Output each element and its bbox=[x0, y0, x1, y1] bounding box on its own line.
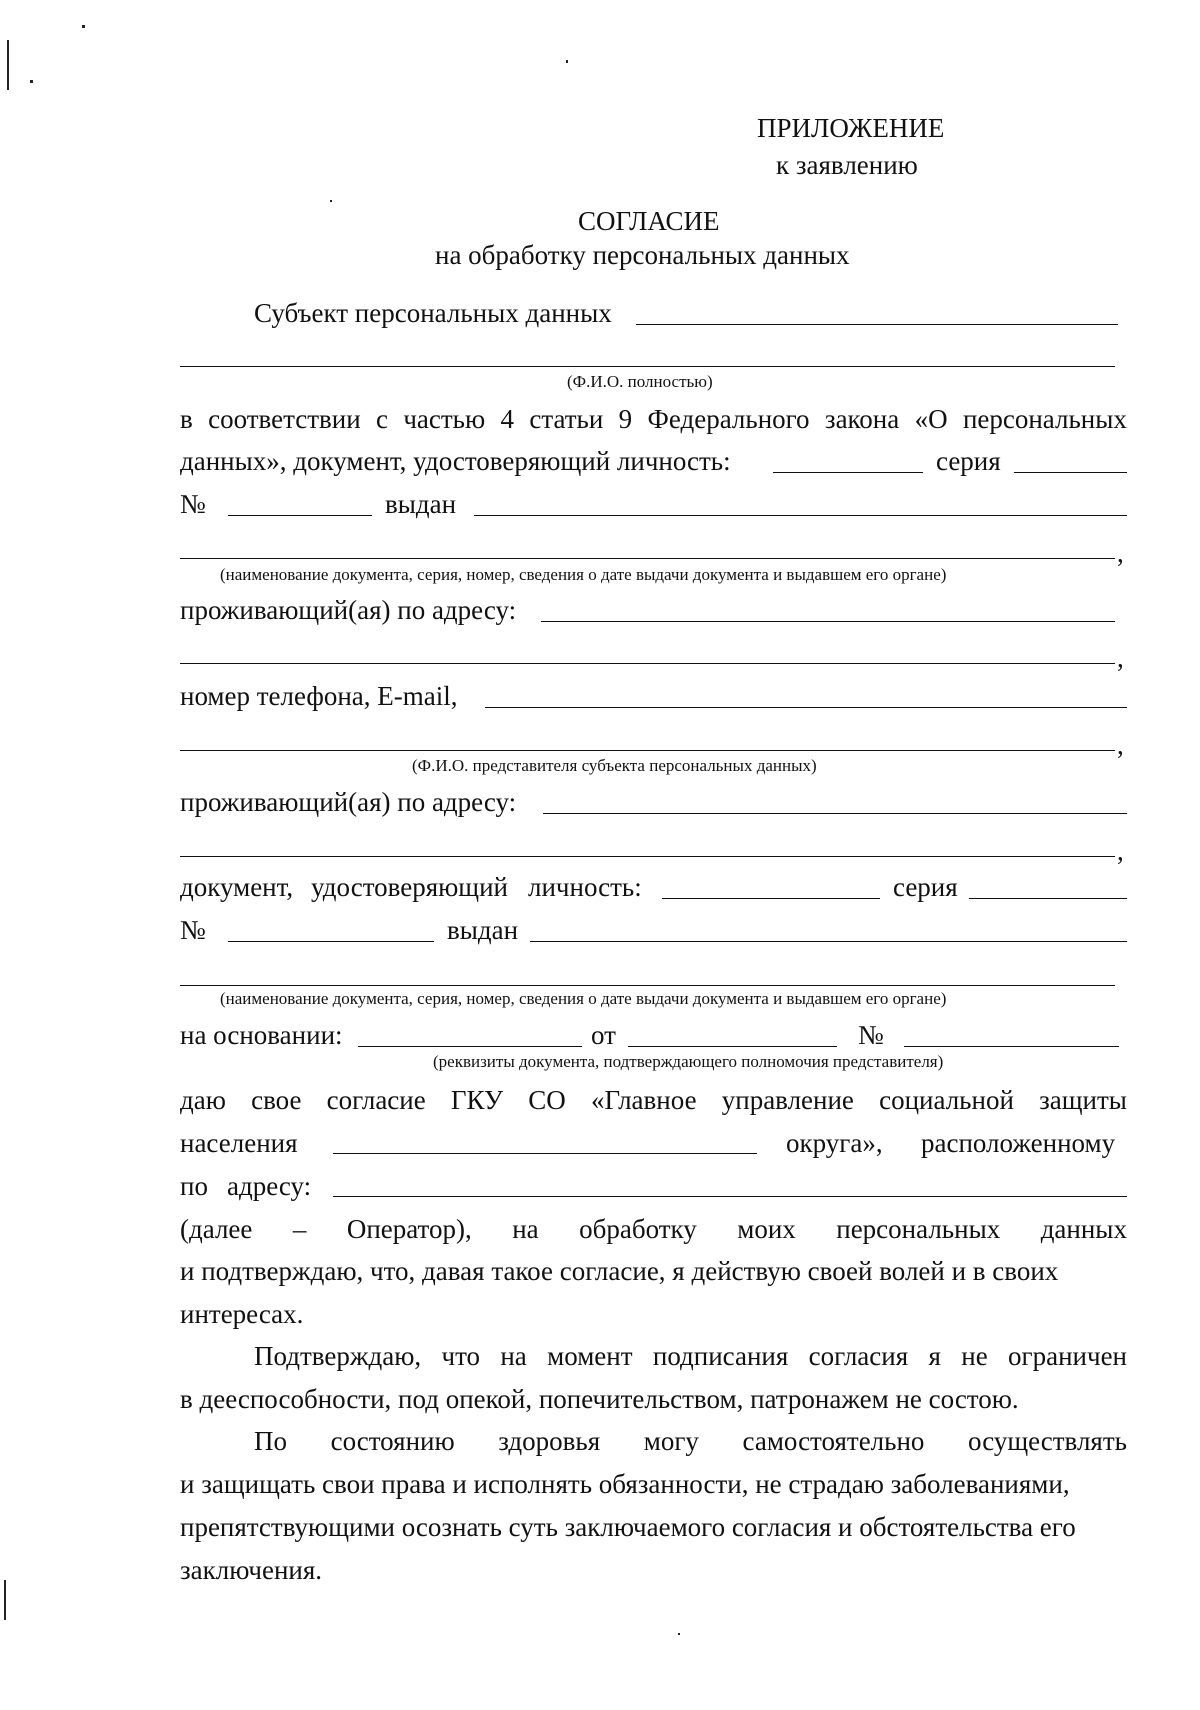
basis-caption: (реквизиты документа, подтверждающего полномочия представителя) bbox=[433, 1052, 944, 1071]
health-line-word: осуществлять bbox=[968, 1426, 1127, 1456]
rep-number-field[interactable] bbox=[228, 941, 434, 942]
operator-line-word: – bbox=[292, 1214, 307, 1244]
address-field[interactable] bbox=[541, 621, 1115, 622]
rep-number-label: № bbox=[180, 915, 206, 945]
operator-line-word: моих bbox=[737, 1214, 796, 1244]
series-label: серия bbox=[936, 446, 1001, 476]
scan-mark bbox=[7, 40, 9, 90]
issued-label: выдан bbox=[385, 489, 457, 519]
consent-line-word: СО bbox=[528, 1085, 566, 1115]
rep-address-field[interactable] bbox=[543, 813, 1127, 814]
scan-mark bbox=[4, 1580, 6, 1620]
law-line-word: с bbox=[376, 404, 388, 434]
operator-line-word: Оператор), bbox=[346, 1214, 472, 1244]
address-label: проживающий(ая) по адресу: bbox=[180, 595, 517, 625]
capacity-line-word: подписания bbox=[652, 1341, 789, 1371]
consent-line-word: «Главное bbox=[591, 1085, 697, 1115]
health-line-word: могу bbox=[643, 1426, 699, 1456]
from-label: от bbox=[591, 1020, 616, 1050]
scan-mark bbox=[30, 80, 33, 83]
representative-caption: (Ф.И.О. представителя субъекта персональных данных) bbox=[412, 756, 817, 775]
law-line-word: 9 bbox=[618, 404, 633, 434]
rep-address-label: проживающий(ая) по адресу: bbox=[180, 787, 517, 817]
number-label: № bbox=[180, 489, 206, 519]
to-application-heading: к заявлению bbox=[776, 150, 918, 180]
capacity-line-word: ограничен bbox=[1008, 1341, 1127, 1371]
basis-number-field[interactable] bbox=[904, 1046, 1119, 1047]
consent-line-word: ГКУ bbox=[450, 1085, 504, 1115]
capacity-line-word: что bbox=[441, 1341, 481, 1371]
capacity-line-word: согласия bbox=[808, 1341, 909, 1371]
law-line-word: статьи bbox=[529, 404, 604, 434]
rep-doc-caption: (наименование документа, серия, номер, сведения о дате выдачи документа и выдавшем его органе) bbox=[220, 989, 947, 1008]
health-line-4: заключения. bbox=[180, 1555, 323, 1585]
doc-line-prefix: данных», документ, удостоверяющий личность: bbox=[180, 446, 731, 476]
health-line-word: самостоятельно bbox=[742, 1426, 925, 1456]
consent-line-word: социальной bbox=[879, 1085, 1014, 1115]
consent-title: СОГЛАСИЕ bbox=[578, 206, 720, 236]
district-field[interactable] bbox=[333, 1153, 757, 1154]
operator-address-field[interactable] bbox=[333, 1196, 1127, 1197]
operator-line-word: (далее bbox=[180, 1214, 253, 1244]
health-line-word: здоровья bbox=[498, 1426, 601, 1456]
rep-series-label: серия bbox=[893, 872, 958, 902]
consent-line-1 bbox=[180, 1087, 1127, 1114]
district-word-2: расположенному bbox=[921, 1128, 1116, 1158]
basis-doc-field[interactable] bbox=[358, 1046, 582, 1047]
issued-field[interactable] bbox=[474, 515, 1127, 516]
law-line-word: персональных bbox=[962, 404, 1127, 434]
capacity-line-word: Подтверждаю, bbox=[254, 1341, 422, 1371]
doc-details-field[interactable] bbox=[180, 558, 1115, 559]
consent-line-word: свое bbox=[251, 1085, 302, 1115]
scan-mark bbox=[678, 1633, 680, 1635]
basis-label: на основании: bbox=[180, 1020, 343, 1050]
law-line-word: закона bbox=[824, 404, 900, 434]
consent-line-word: управление bbox=[721, 1085, 854, 1115]
series-field[interactable] bbox=[1014, 472, 1127, 473]
operator-address-word-2: адресу: bbox=[227, 1171, 312, 1201]
law-line-word: 4 bbox=[500, 404, 515, 434]
scan-mark bbox=[330, 200, 332, 202]
capacity-line-word: не bbox=[961, 1341, 988, 1371]
health-line-3: препятствующими осознать суть заключаемого согласия и обстоятельства его bbox=[180, 1512, 1076, 1542]
confirm-line: и подтверждаю, что, давая такое согласие, я действую своей волей и в своих bbox=[180, 1256, 1059, 1286]
number-field[interactable] bbox=[228, 515, 372, 516]
rep-doc-details-field[interactable] bbox=[180, 985, 1115, 986]
doc-type-field[interactable] bbox=[773, 472, 923, 473]
capacity-line-word: на bbox=[500, 1341, 527, 1371]
operator-address-word-1: по bbox=[180, 1171, 208, 1201]
operator-line bbox=[180, 1216, 1127, 1243]
doc-caption: (наименование документа, серия, номер, сведения о дате выдачи документа и выдавшем его органе) bbox=[220, 565, 947, 584]
comma-mark: , bbox=[1117, 836, 1124, 866]
comma-mark: , bbox=[1117, 538, 1124, 568]
rep-issued-label: выдан bbox=[447, 915, 519, 945]
basis-date-field[interactable] bbox=[628, 1046, 837, 1047]
health-line-word: По bbox=[254, 1426, 287, 1456]
basis-number-label: № bbox=[858, 1020, 884, 1050]
appendix-heading: ПРИЛОЖЕНИЕ bbox=[757, 113, 945, 143]
subject-name-field[interactable] bbox=[636, 324, 1118, 325]
consent-subtitle: на обработку персональных данных bbox=[435, 240, 850, 270]
health-line-word: состоянию bbox=[330, 1426, 455, 1456]
law-line-word: «О bbox=[914, 404, 948, 434]
law-line-word: соответствии bbox=[208, 404, 361, 434]
consent-line-word: защиты bbox=[1039, 1085, 1127, 1115]
interests-line: интересах. bbox=[180, 1299, 304, 1329]
law-reference-line bbox=[180, 406, 1127, 433]
representative-name-field[interactable] bbox=[180, 750, 1115, 751]
consent-line-word: даю bbox=[180, 1085, 226, 1115]
law-line-word: в bbox=[180, 404, 193, 434]
rep-doc-word-3: личность: bbox=[528, 872, 642, 902]
fio-caption: (Ф.И.О. полностью) bbox=[567, 372, 713, 391]
operator-line-word: данных bbox=[1040, 1214, 1127, 1244]
operator-line-word: персональных bbox=[836, 1214, 1001, 1244]
capacity-line-2: в дееспособности, под опекой, попечительством, патронажем не состою. bbox=[180, 1384, 1019, 1414]
operator-line-word: на bbox=[512, 1214, 539, 1244]
rep-series-field[interactable] bbox=[969, 898, 1127, 899]
subject-name-field-2[interactable] bbox=[180, 366, 1115, 367]
capacity-line-1 bbox=[254, 1343, 1127, 1370]
comma-mark: , bbox=[1117, 730, 1124, 760]
scan-mark bbox=[566, 60, 568, 63]
comma-mark: , bbox=[1117, 643, 1124, 673]
population-label: населения bbox=[180, 1128, 298, 1158]
scan-mark bbox=[82, 25, 85, 28]
capacity-line-word: я bbox=[928, 1341, 941, 1371]
phone-label: номер телефона, E-mail, bbox=[180, 681, 458, 711]
health-line-2: и защищать свои права и исполнять обязанности, не страдаю заболеваниями, bbox=[180, 1469, 1070, 1499]
law-line-word: частью bbox=[403, 404, 486, 434]
operator-line-word: обработку bbox=[579, 1214, 697, 1244]
rep-doc-type-field[interactable] bbox=[662, 898, 880, 899]
address-field-2[interactable] bbox=[180, 663, 1115, 664]
law-line-word: Федерального bbox=[647, 404, 810, 434]
rep-doc-word-1: документ, bbox=[180, 872, 294, 902]
district-word-1: округа», bbox=[786, 1128, 883, 1158]
subject-label: Субъект персональных данных bbox=[254, 298, 612, 328]
phone-email-field[interactable] bbox=[485, 707, 1127, 708]
capacity-line-word: момент bbox=[547, 1341, 633, 1371]
rep-doc-word-2: удостоверяющий bbox=[311, 872, 508, 902]
consent-line-word: согласие bbox=[326, 1085, 426, 1115]
rep-issued-field[interactable] bbox=[530, 941, 1127, 942]
rep-address-field-2[interactable] bbox=[180, 856, 1115, 857]
health-line-1 bbox=[254, 1428, 1127, 1455]
